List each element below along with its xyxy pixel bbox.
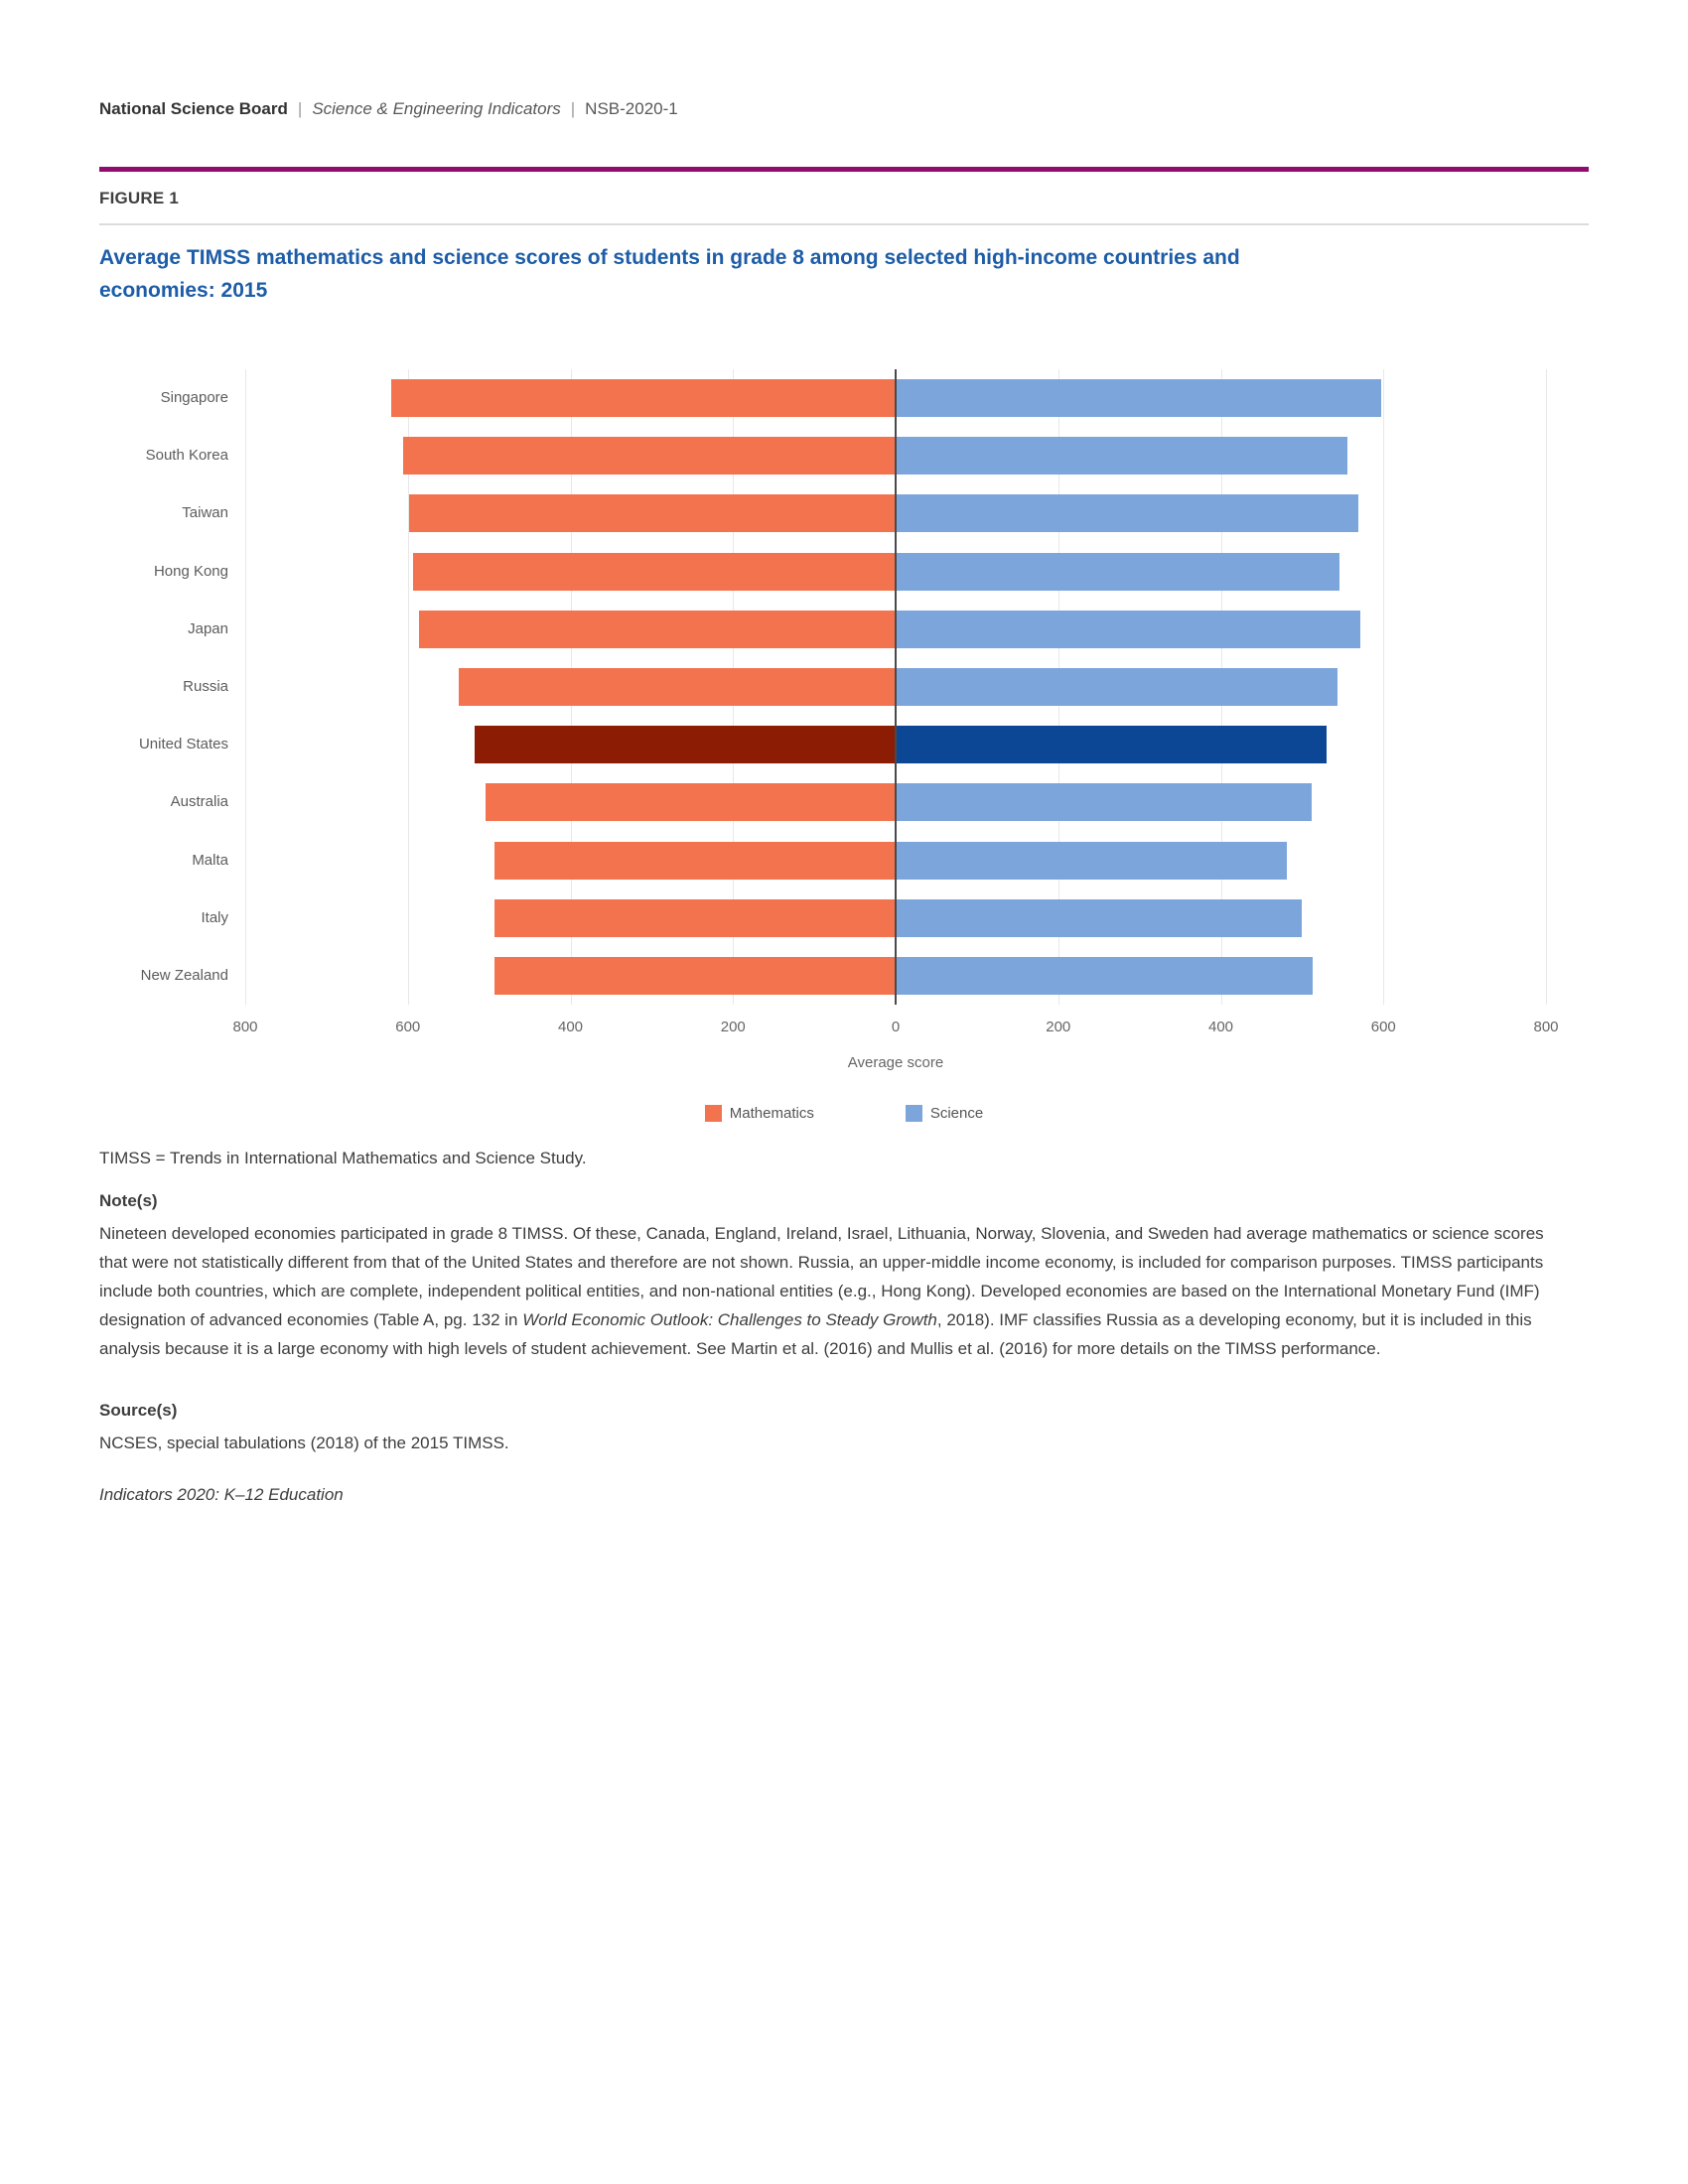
mathematics-bar-malta[interactable] [494,842,896,880]
header-separator: | [570,99,576,118]
x-tick-label: 200 [720,1019,746,1035]
gridline [245,369,246,1005]
source-text: NCSES, special tabulations (2018) of the 2015 TIMSS. [99,1433,509,1452]
mathematics-bar-south-korea[interactable] [403,437,896,475]
category-label-taiwan: Taiwan [182,504,228,522]
legend-swatch-science [906,1105,922,1122]
zero-axis-line [895,369,897,1005]
x-tick-label: 600 [1370,1019,1396,1035]
x-axis-title: Average score [847,1054,944,1071]
mathematics-bar-united-states[interactable] [475,726,896,763]
legend-item-science[interactable] [906,1105,983,1122]
document-id: NSB-2020-1 [585,99,678,118]
gridline [1383,369,1384,1005]
x-tick-label: 800 [1533,1019,1559,1035]
category-label-south-korea: South Korea [145,447,228,465]
figure-title: Average TIMSS mathematics and science scores of students in grade 8 among selected high-income countries and economies: 2015 [99,246,1240,302]
science-bar-south-korea[interactable] [896,437,1347,475]
legend-label-mathematics: Mathematics [729,1105,814,1122]
x-tick-label: 0 [891,1019,901,1035]
mathematics-bar-taiwan[interactable] [409,494,896,532]
x-tick-label: 400 [1207,1019,1234,1035]
category-label-singapore: Singapore [160,389,228,407]
category-label-united-states: United States [138,736,228,753]
category-label-hong-kong: Hong Kong [153,562,228,580]
mathematics-bar-hong-kong[interactable] [413,553,896,591]
notes-paragraph [99,1219,1549,1363]
abbreviation-note: TIMSS = Trends in International Mathematics and Science Study. [99,1149,587,1167]
x-tick-label: 800 [232,1019,258,1035]
chart-plot-area [138,369,1559,1071]
x-tick-label: 400 [557,1019,584,1035]
science-bar-taiwan[interactable] [896,494,1358,532]
science-bar-singapore[interactable] [896,379,1381,417]
category-label-australia: Australia [170,793,228,811]
science-bar-japan[interactable] [896,611,1360,648]
science-bar-russia[interactable] [896,668,1337,706]
science-bar-australia[interactable] [896,783,1312,821]
legend-label-science: Science [929,1105,984,1122]
report-footer: Indicators 2020: K–12 Education [99,1485,344,1504]
science-bar-united-states[interactable] [896,726,1327,763]
note-text: Nineteen developed economies participated in grade 8 TIMSS. Of these, Canada, England, Ireland, Israel, Lithuania, Norway, Slovenia, and Sweden had average mathematics or science scores that were not statistically different from that of the United States and therefore are not shown. Russia, an upper-middle income economy, is included for comparison purposes. TIMSS participants include both countries, which are complete, independent political entities, and non-national entities (e.g., Hong Kong). Developed economies are based on the International Monetary Fund (IMF) designation of advanced economies (Table A, pg. 132 in [99,1224,1544,1329]
mathematics-bar-italy[interactable] [494,899,896,937]
page-header [99,99,1589,119]
mathematics-bar-new-zealand[interactable] [494,957,896,995]
notes-heading: Note(s) [99,1191,158,1210]
figure-number-label: FIGURE 1 [99,189,180,207]
chart-legend [99,1105,1589,1122]
science-bar-malta[interactable] [896,842,1287,880]
brand-name: National Science Board [99,99,288,118]
mathematics-bar-russia[interactable] [459,668,896,706]
science-bar-italy[interactable] [896,899,1302,937]
note-text: , 2018). IMF classifies Russia as a developing economy, but it is included in this analysis because it is a large economy with high levels of student achievement. See Martin et al. (2016) and Mullis et al. (2016) for more details on the TIMSS performance. [99,1310,1532,1358]
science-bar-new-zealand[interactable] [896,957,1313,995]
note-italic-title: World Economic Outlook: Challenges to Steady Growth [522,1310,937,1329]
accent-rule [99,167,1589,172]
divider-rule [99,223,1589,225]
mathematics-bar-singapore[interactable] [391,379,896,417]
mathematics-bar-australia[interactable] [486,783,896,821]
notes-section [99,1144,1549,1509]
gridline [1546,369,1547,1005]
x-tick-label: 200 [1046,1019,1071,1035]
category-label-japan: Japan [188,619,228,637]
publication-name: Science & Engineering Indicators [312,99,561,118]
x-tick-label: 600 [395,1019,421,1035]
category-label-italy: Italy [201,908,228,926]
category-label-new-zealand: New Zealand [140,966,228,984]
science-bar-hong-kong[interactable] [896,553,1339,591]
legend-swatch-mathematics [705,1105,722,1122]
legend-item-mathematics[interactable] [705,1105,814,1122]
source-heading: Source(s) [99,1401,178,1420]
category-label-malta: Malta [192,851,228,869]
mathematics-bar-japan[interactable] [419,611,896,648]
header-separator: | [297,99,303,118]
category-label-russia: Russia [183,678,228,695]
